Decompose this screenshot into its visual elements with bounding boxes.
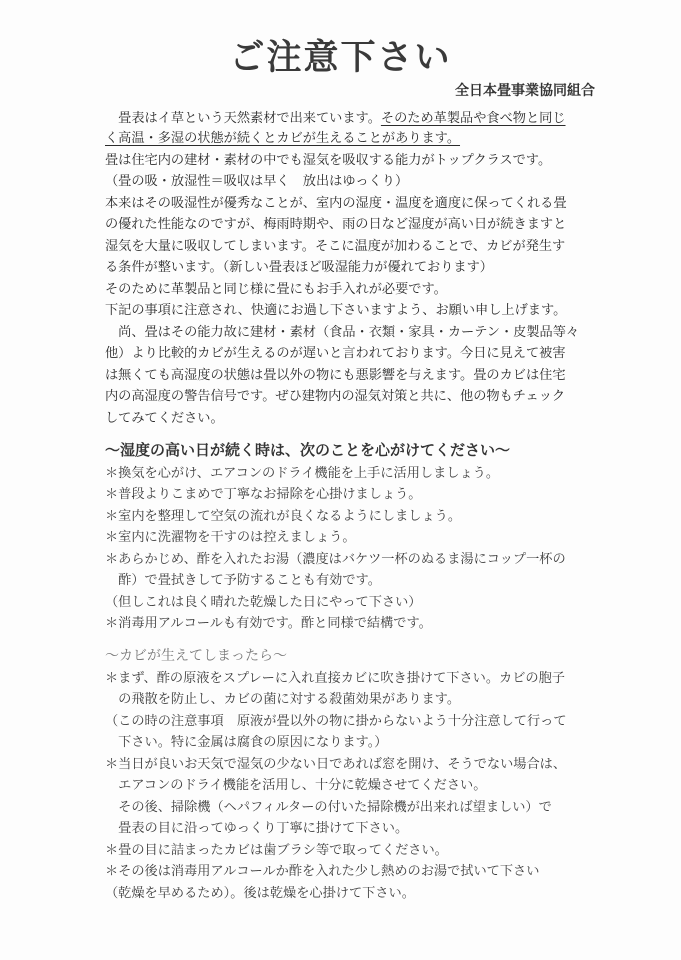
humid-item-1: ＊換気を心がけ、エアコンのドライ機能を上手に活用しましょう。: [105, 466, 500, 481]
page-title: ご注意下さい: [229, 38, 452, 78]
intro-line-1: [105, 110, 566, 128]
humid-note: （但しこれは良く晴れた乾燥した日にやって下さい）: [105, 595, 422, 610]
intro-line-1-underlined: そのため革製品や食べ物と同じ: [380, 111, 566, 126]
intro-line-8: る条件が整います。（新しい畳表ほど吸湿能力が優れております）: [105, 260, 493, 275]
mold-item-2-cont: エアコンのドライ機能を活用し、十分に乾燥させてください。: [105, 778, 487, 793]
intro-line-4: （畳の吸・放湿性＝吸収は早く 放出はゆっくり）: [105, 174, 409, 189]
intro-line-13: は無くても高湿度の状態は畳以外の物にも悪影響を与えます。畳のカビは住宅: [105, 368, 566, 383]
mold-item-4: ＊その後は消毒用アルコールか酢を入れた少し熱めのお湯で拭いて下さい: [105, 864, 540, 879]
mold-note: （この時の注意事項 原液が畳以外の物に掛からないよう十分注意して行って: [105, 714, 567, 729]
humid-item-4: ＊室内に洗濯物を干すのは控えましょう。: [105, 530, 356, 545]
intro-line-3: 畳は住宅内の建材・素材の中でも湿気を吸収する能力がトップクラスです。: [105, 153, 552, 168]
intro-line-1-text: 畳表はイ草という天然素材で出来ています。: [105, 111, 381, 126]
humid-item-5: ＊あらかじめ、酢を入れたお湯（濃度はバケツ一杯のぬるま湯にコップ一杯の: [105, 552, 566, 567]
mold-item-1-cont: の飛散を防止し、カビの菌に対する殺菌効果があります。: [105, 692, 461, 707]
intro-line-9: そのために革製品と同じ様に畳にもお手入れが必要です。: [105, 282, 447, 297]
humid-item-2: ＊普段よりこまめで丁寧なお掃除を心掛けましょう。: [105, 487, 422, 502]
mold-item-2: ＊当日が良いお天気で湿気の少ない日であれば窓を開け、そうでない場合は、: [105, 757, 567, 772]
intro-line-5: 本来はその吸湿性が優秀なことが、室内の湿度・温度を適度に保ってくれる畳: [105, 196, 567, 211]
mold-item-2-cont-3: 畳表の目に沿ってゆっくり丁寧に掛けて下さい。: [105, 821, 409, 836]
intro-line-6: の優れた性能なのですが、梅雨時期や、雨の日など湿度が高い日が続きますと: [105, 217, 567, 232]
mold-item-3: ＊畳の目に詰まったカビは歯ブラシ等で取ってください。: [105, 843, 448, 858]
mold-item-4-cont: （乾燥を早めるため）。後は乾燥を心掛けて下さい。: [105, 886, 415, 901]
intro-line-12: 他）より比較的カビが生えるのが遅いと言われております。今日に見えて被害: [105, 346, 566, 361]
humid-item-3: ＊室内を整理して空気の流れが良くなるようにしましょう。: [105, 509, 462, 524]
intro-line-15: してみてください。: [105, 411, 224, 426]
intro-line-10: 下記の事項に注意され、快適にお過し下さいますよう、お願い申し上げます。: [105, 303, 567, 318]
intro-line-14: 内の高湿度の警告信号です。ぜひ建物内の湿気対策と共に、他の物もチェック: [105, 389, 566, 404]
intro-line-2: く高温・多湿の状態が続くとカビが生えることがあります。: [105, 131, 461, 146]
organization-name: 全日本畳事業協同組合: [455, 83, 595, 99]
humid-item-5-cont: 酢）で畳拭きして予防することも有効です。: [105, 573, 381, 588]
mold-note-cont: 下さい。特に金属は腐食の原因になります。）: [105, 735, 388, 750]
mold-item-1: ＊まず、酢の原液をスプレーに入れ直接カビに吹き掛けて下さい。カビの胞子: [105, 671, 565, 686]
mold-item-2-cont-2: その後、掃除機（ヘパフィルターの付いた掃除機が出来れば望ましい）で: [105, 800, 552, 815]
intro-line-11: 尚、畳はその能力故に建材・素材（食品・衣類・家具・カーテン・皮製品等々: [105, 325, 580, 340]
mold-section-heading: ～カビが生えてしまったら～: [105, 648, 287, 664]
humid-item-6: ＊消毒用アルコールも有効です。酢と同様で結構です。: [105, 616, 432, 631]
intro-line-7: 湿気を大量に吸収してしまいます。そこに温度が加わることで、カビが発生す: [105, 239, 566, 254]
humid-section-heading: ～湿度の高い日が続く時は、次のことを心がけてください～: [105, 441, 511, 459]
